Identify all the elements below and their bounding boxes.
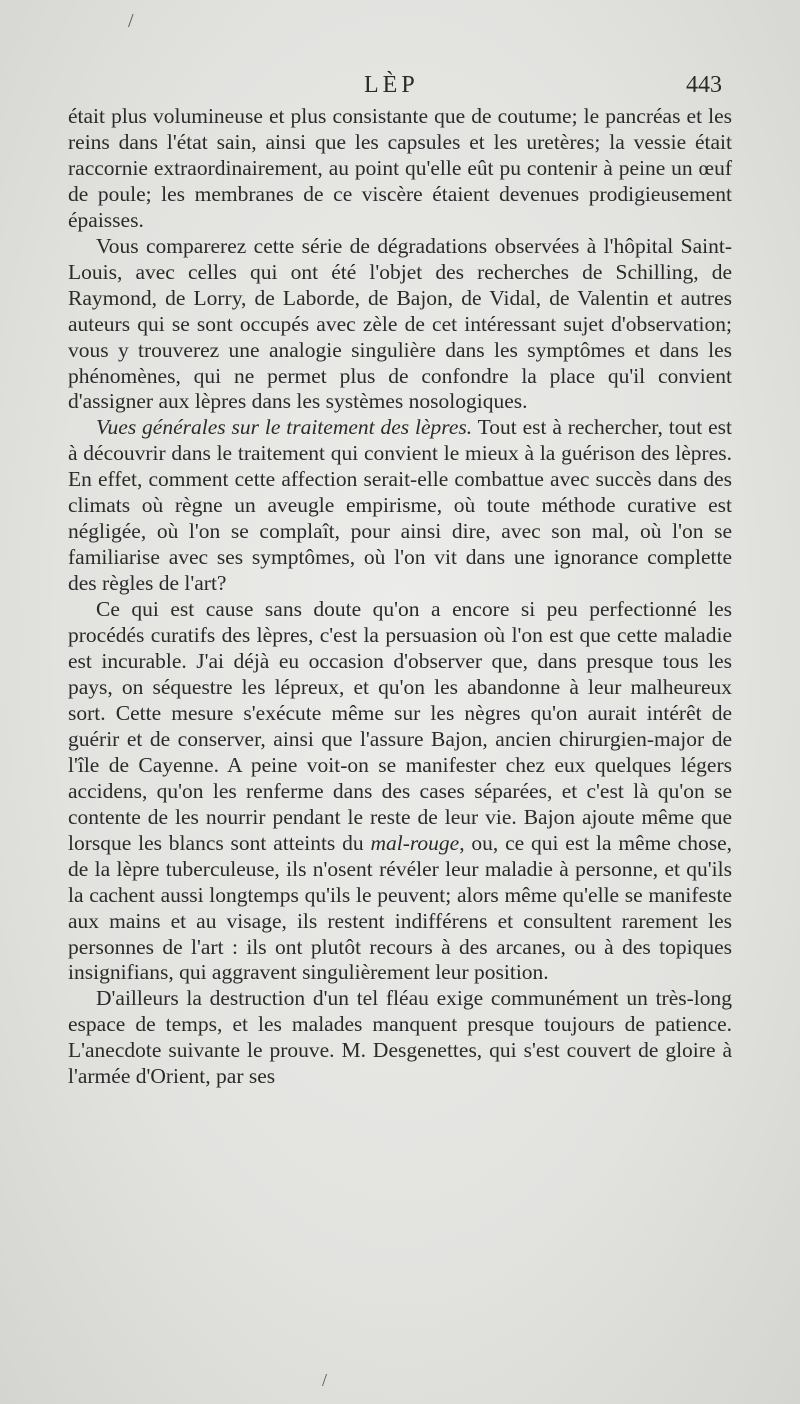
body-text [68, 104, 732, 1090]
page-number: 443 [686, 72, 722, 98]
section-heading: Vues générales sur le traitement des lèpres. [96, 415, 473, 440]
paragraph-4-part-b: , ou, ce qui est la même chose, de la lèpre tuberculeuse, ils n'osent révéler leur maladie à personne, et qu'ils la cachent aussi longtemps qu'ils le peuvent; alors même qu'elle se manifeste aux mains et au visage, ils restent indifférens et consultent rarement les personnes de l'art : ils ont plutôt recours à des arcanes, ou à des topiques insignifians, qui aggravent singulièrement leur position. [68, 830, 732, 985]
paragraph-2: Vous comparerez cette série de dégradations observées à l'hôpital Saint-Louis, avec celles qui ont été l'objet des recherches de Schilling, de Raymond, de Lorry, de Laborde, de Bajon, de Vidal, de Valentin et autres auteurs qui se sont occupés avec zèle de cet intéressant sujet d'observation; vous y trouverez une analogie singulière dans les symptômes et dans les phénomènes, qui ne permet plus de confondre la place qu'il convient d'assigner aux lèpres dans les systèmes nosologiques. [68, 233, 732, 414]
paragraph-4 [68, 597, 732, 986]
paragraph-4-part-a: Ce qui est cause sans doute qu'on a encore si peu perfectionné les procédés curatifs des lèpres, c'est la persuasion où l'on est que cette maladie est incurable. J'ai déjà eu occasion d'observer que, dans presque tous les pays, on séquestre les lépreux, et qu'on les abandonne à leur malheureux sort. Cette mesure s'exécute même sur les nègres qu'on aurait intérêt de guérir et de conserver, ainsi que l'assure Bajon, ancien chirurgien-major de l'île de Cayenne. A peine voit-on se manifester chez eux quelques légers accidens, qu'on les renferme dans des cases séparées, et c'est là qu'on se contente de les nourrir pendant le reste de leur vie. Bajon ajoute même que lorsque les blancs sont atteints du [68, 597, 732, 855]
paragraph-3 [68, 415, 732, 597]
page-header [0, 72, 800, 108]
running-head: LÈP [364, 72, 419, 98]
stray-mark-top: / [128, 10, 134, 32]
stray-mark-bottom: / [322, 1370, 328, 1390]
paragraph-5: D'ailleurs la destruction d'un tel fléau exige communément un très-long espace de temps, et les malades manquent presque toujours de patience. L'anecdote suivante le prouve. M. Desgenettes, qui s'est couvert de gloire à l'armée d'Orient, par ses [68, 986, 732, 1089]
paragraph-1: était plus volumineuse et plus consistante que de coutume; le pancréas et les reins dans l'état sain, ainsi que les capsules et les uretères; la vessie était raccornie extraordinairement, au point qu'elle eût pu contenir à peine un œuf de poule; les membranes de ce viscère étaient devenues prodigieusement épaisses. [68, 104, 732, 232]
mal-rouge-term: mal-rouge [370, 830, 460, 855]
paragraph-3-body: Tout est à rechercher, tout est à découvrir dans le traitement qui convient le mieux à la guérison des lèpres. En effet, comment cette affection serait-elle combattue avec succès dans des climats où règne un aveugle empirisme, où toute méthode curative est négligée, où l'on se complaît, pour ainsi dire, avec son mal, où l'on se familiarise avec ses symptômes, où l'on vit dans une ignorance complette des règles de l'art? [68, 415, 732, 596]
